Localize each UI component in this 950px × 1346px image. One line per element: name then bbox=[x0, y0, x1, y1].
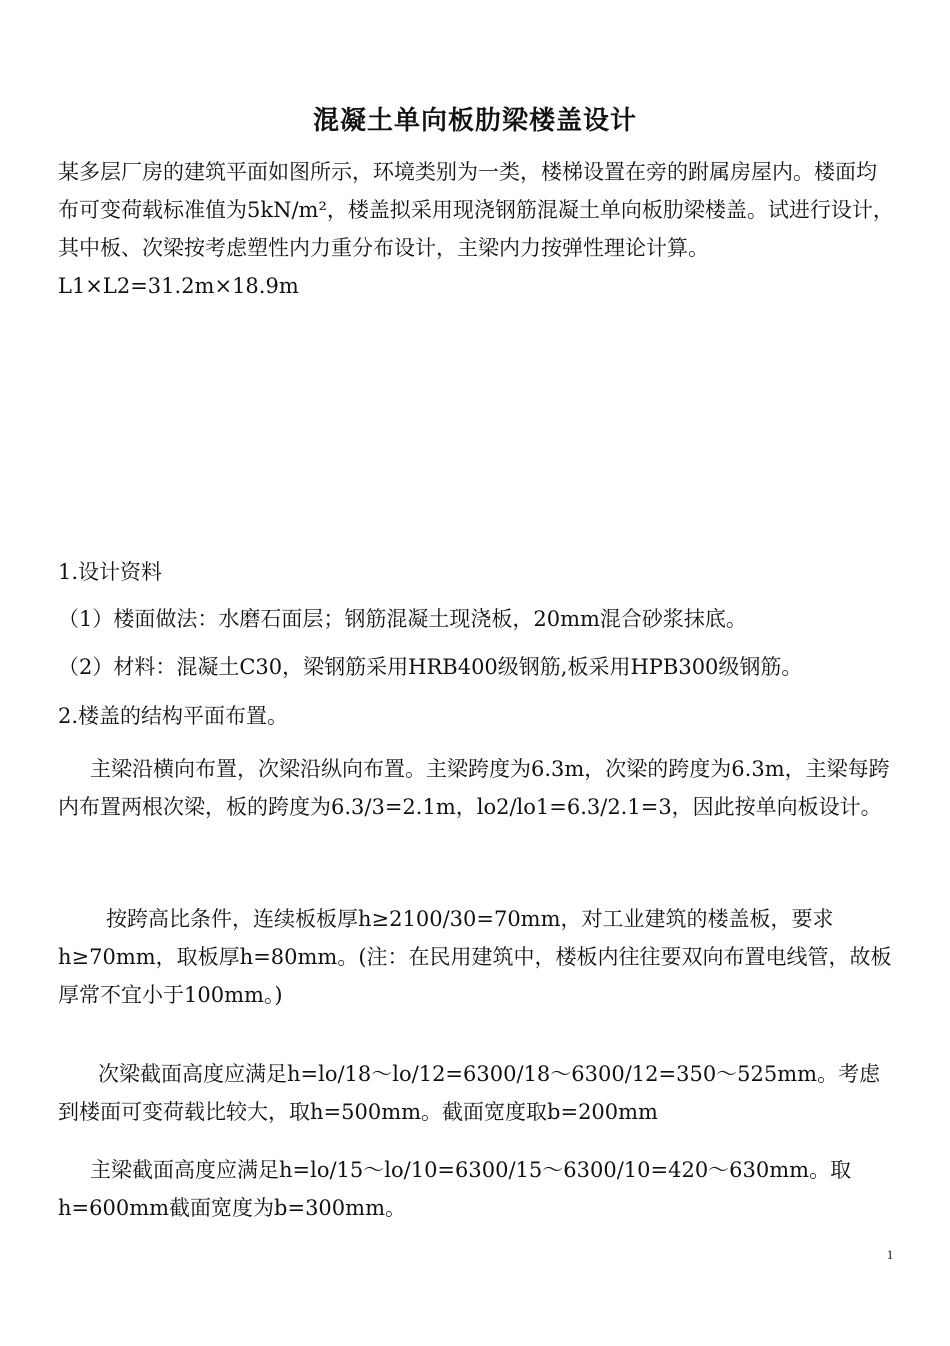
section-1-heading: 1.设计资料 bbox=[58, 560, 163, 584]
page-number: 1 bbox=[886, 1247, 894, 1262]
section-1-item-1: （1）楼面做法：水磨石面层；钢筋混凝土现浇板，20mm混合砂浆抹底。 bbox=[58, 607, 747, 631]
secondary-beam-paragraph: 次梁截面高度应满足h=lo/18～lo/12=6300/18～6300/12=350～525mm。考虑到楼面可变荷载比较大，取h=500mm。截面宽度取b=200mm bbox=[58, 1062, 881, 1124]
slab-thickness-paragraph: 按跨高比条件，连续板板厚h≥2100/30=70mm，对工业建筑的楼盖板，要求h≥70mm，取板厚h=80mm。(注：在民用建筑中，楼板内往往要双向布置电线管，故板厚常不宜小于100mm。) bbox=[58, 907, 892, 1007]
main-beam-paragraph: 主梁截面高度应满足h=lo/15～lo/10=6300/15～6300/10=420～630mm。取h=600mm截面宽度为b=300mm。 bbox=[58, 1158, 852, 1220]
intro-paragraph: 某多层厂房的建筑平面如图所示，环境类别为一类，楼梯设置在旁的跗属房屋内。楼面均布可变荷载标准值为5kN/m²，楼盖拟采用现浇钢筋混凝土单向板肋梁楼盖。试进行设计，其中板、次梁按考虑塑性内力重分布设计，主梁内力按弹性理论计算。L1×L2=31.2m×18.9m bbox=[58, 160, 894, 298]
section-2-heading: 2.楼盖的结构平面布置。 bbox=[58, 704, 289, 728]
document-title: 混凝土单向板肋梁楼盖设计 bbox=[312, 106, 637, 136]
layout-paragraph: 主梁沿横向布置，次梁沿纵向布置。主梁跨度为6.3m，次梁的跨度为6.3m，主梁每跨内布置两根次梁，板的跨度为6.3/3=2.1m，lo2/lo1=6.3/2.1=3，因此按单向板设计。 bbox=[58, 757, 890, 819]
section-1-item-2: （2）材料：混凝土C30，梁钢筋采用HRB400级钢筋,板采用HPB300级钢筋。 bbox=[58, 655, 803, 679]
